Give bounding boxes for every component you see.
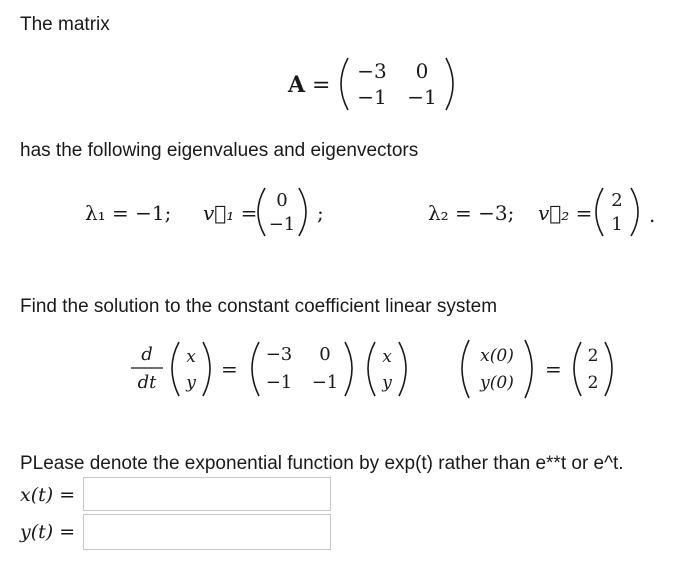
v2-entry-2: 1	[611, 214, 623, 235]
eigen-equations	[85, 180, 665, 244]
rhs-y: y	[382, 373, 392, 393]
matrix-a-equation	[280, 52, 480, 116]
svg-text:=: =	[312, 73, 331, 98]
lambda2-text: λ₂ = −3;	[428, 201, 515, 225]
linear-system	[125, 334, 645, 404]
y-answer-input[interactable]	[83, 514, 331, 550]
v1-entry-2: −1	[268, 214, 296, 235]
v2-entry-1: 2	[611, 190, 623, 211]
intro-text: The matrix	[20, 14, 110, 35]
system-intro-text: Find the solution to the constant coefficient linear system	[20, 296, 498, 317]
lhs-x: x	[186, 347, 196, 367]
v1-label: v⃗₁ =	[203, 201, 258, 225]
v1-entry-1: 0	[276, 190, 288, 211]
svg-text:.: .	[649, 203, 656, 227]
matrix-entry-21: −1	[357, 85, 387, 109]
matrix-name: A	[288, 72, 306, 98]
matrix-entry-11: −3	[357, 59, 387, 83]
initial-x: x(0)	[480, 346, 514, 366]
svg-text:=: =	[545, 357, 562, 381]
initial-value-y: 2	[587, 373, 599, 393]
x-answer-input[interactable]	[83, 477, 331, 511]
eigen-intro-text: has the following eigenvalues and eigenvectors	[20, 140, 419, 161]
svg-text:=: =	[221, 357, 238, 381]
sys-matrix-11: −3	[265, 344, 293, 365]
sys-matrix-12: 0	[319, 344, 331, 365]
rhs-x: x	[382, 347, 392, 367]
sys-matrix-21: −1	[265, 372, 293, 393]
v2-label: v⃗₂ =	[538, 201, 593, 225]
matrix-entry-22: −1	[407, 85, 437, 109]
svg-text:;: ;	[317, 201, 324, 225]
sys-matrix-22: −1	[311, 372, 339, 393]
initial-y: y(0)	[480, 373, 514, 393]
instruction-note: PLease denote the exponential function by exp(t) rather than e**t or e^t.	[20, 453, 624, 474]
lhs-y: y	[186, 373, 196, 393]
derivative-numerator: d	[141, 344, 153, 365]
initial-value-x: 2	[587, 346, 599, 366]
derivative-denominator: dt	[137, 372, 157, 393]
x-answer-label: x(t) =	[20, 484, 76, 506]
lambda1-text: λ₁ = −1;	[85, 201, 172, 225]
y-answer-label: y(t) =	[20, 521, 76, 543]
matrix-entry-12: 0	[415, 59, 429, 83]
